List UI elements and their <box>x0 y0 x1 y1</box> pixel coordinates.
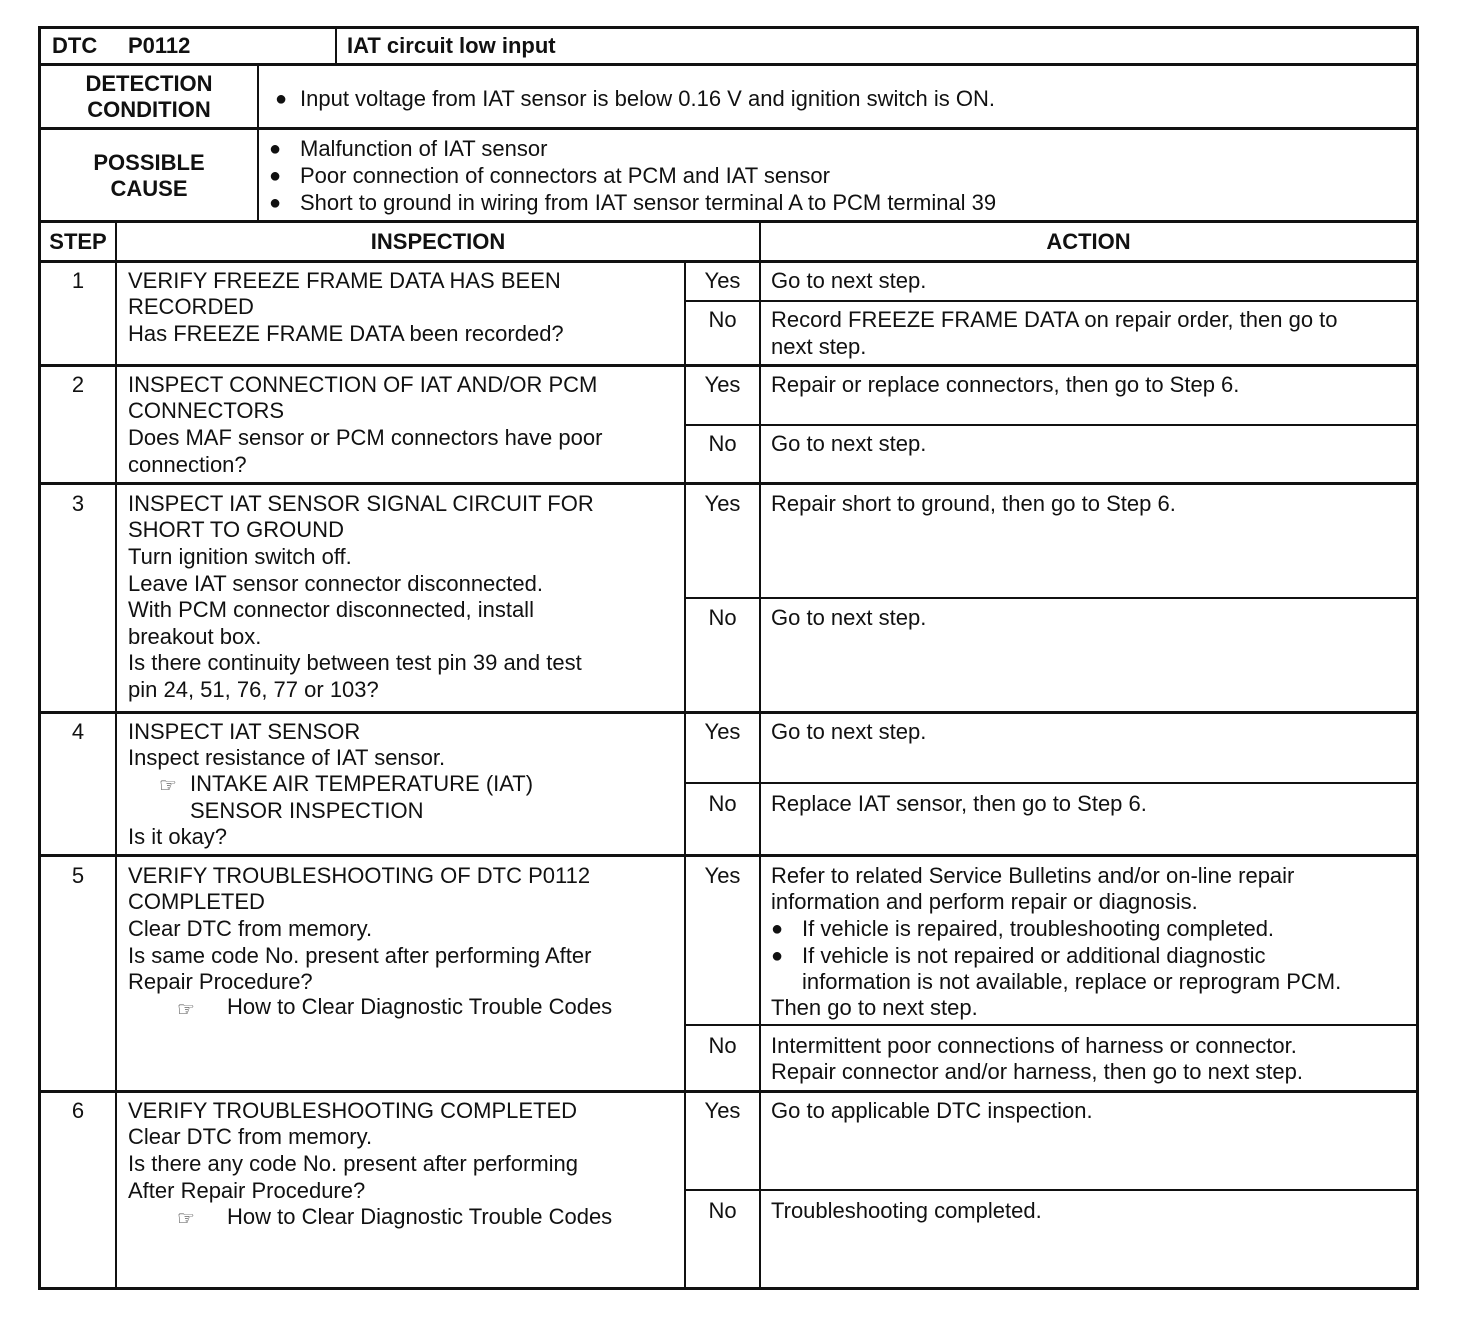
step-1-inspection: Has FREEZE FRAME DATA been recorded? <box>128 321 564 346</box>
cause-bullet: ● <box>269 192 282 214</box>
step-5-inspection: COMPLETED <box>128 889 265 914</box>
step-5-inspection: Repair Procedure? <box>128 969 313 994</box>
pointer-icon: ☞ <box>177 1208 195 1230</box>
no-label: No <box>708 307 737 332</box>
step-2-inspection: CONNECTORS <box>128 398 285 423</box>
step-6-reference: How to Clear Diagnostic Trouble Codes <box>227 1204 613 1229</box>
step-number: 1 <box>71 268 85 293</box>
step-1-inspection: VERIFY FREEZE FRAME DATA HAS BEEN <box>128 268 561 293</box>
dtc-p0112-troubleshooting-table <box>38 26 1419 1290</box>
yes-label: Yes <box>704 491 741 516</box>
split-step-2 <box>684 424 1419 426</box>
no-label: No <box>708 431 737 456</box>
rule-cause <box>38 220 1419 223</box>
col-inspection-header: INSPECTION <box>370 229 506 254</box>
split-step-5 <box>684 1024 1419 1026</box>
yes-label: Yes <box>704 1098 741 1123</box>
no-label: No <box>708 791 737 816</box>
step-6-yes-action: Go to applicable DTC inspection. <box>771 1098 1093 1123</box>
step-1-no-action: next step. <box>771 334 867 359</box>
split-step-3 <box>684 597 1419 599</box>
step-1-yes-action: Go to next step. <box>771 268 927 293</box>
step-5-yes-action: If vehicle is not repaired or additional diagnostic <box>802 943 1266 968</box>
step-2-yes-action: Repair or replace connectors, then go to Step 6. <box>771 372 1240 397</box>
yes-label: Yes <box>704 719 741 744</box>
rule-step-1 <box>38 364 1419 367</box>
split-step-1 <box>684 300 1419 302</box>
step-number: 6 <box>71 1098 85 1123</box>
rule-header <box>38 63 1419 66</box>
step-4-reference: INTAKE AIR TEMPERATURE (IAT) <box>190 771 534 796</box>
col-step-header: STEP <box>49 229 107 254</box>
step-3-inspection: Is there continuity between test pin 39 and test <box>128 650 582 675</box>
detection-bullet: ● <box>275 88 288 110</box>
cause-item: Malfunction of IAT sensor <box>300 136 548 161</box>
step-5-no-action: Intermittent poor connections of harness or connector. <box>771 1033 1297 1058</box>
rule-step-3 <box>38 711 1419 714</box>
pointer-icon: ☞ <box>159 775 177 797</box>
rule-col-header <box>38 260 1419 263</box>
step-3-inspection: With PCM connector disconnected, install <box>128 597 534 622</box>
yes-label: Yes <box>704 863 741 888</box>
action-bullet: ● <box>771 945 784 967</box>
step-number: 3 <box>71 491 85 516</box>
step-2-inspection: INSPECT CONNECTION OF IAT AND/OR PCM <box>128 372 598 397</box>
yes-label: Yes <box>704 268 741 293</box>
step-2-no-action: Go to next step. <box>771 431 927 456</box>
cause-bullet: ● <box>269 138 282 160</box>
step-6-inspection: Clear DTC from memory. <box>128 1124 373 1149</box>
step-3-no-action: Go to next step. <box>771 605 927 630</box>
step-5-yes-action: Refer to related Service Bulletins and/or on-line repair <box>771 863 1295 888</box>
action-bullet: ● <box>771 918 784 940</box>
pointer-icon: ☞ <box>177 999 195 1021</box>
vline-action <box>759 222 761 1289</box>
frame-bottom <box>38 1287 1419 1290</box>
step-number: 2 <box>71 372 85 397</box>
vline-answer <box>684 262 686 1289</box>
step-number: 5 <box>71 863 85 888</box>
step-5-inspection: Clear DTC from memory. <box>128 916 373 941</box>
step-4-no-action: Replace IAT sensor, then go to Step 6. <box>771 791 1147 816</box>
step-4-inspection: INSPECT IAT SENSOR <box>128 719 361 744</box>
no-label: No <box>708 1198 737 1223</box>
dtc-label: DTC <box>52 33 98 58</box>
step-4-yes-action: Go to next step. <box>771 719 927 744</box>
step-4-inspection: Inspect resistance of IAT sensor. <box>128 745 446 770</box>
step-6-inspection: Is there any code No. present after performing <box>128 1151 579 1176</box>
step-5-yes-action: If vehicle is repaired, troubleshooting completed. <box>802 916 1275 941</box>
step-5-no-action: Repair connector and/or harness, then go to next step. <box>771 1059 1303 1084</box>
split-step-4 <box>684 782 1419 784</box>
step-3-inspection: Turn ignition switch off. <box>128 544 352 569</box>
step-2-inspection: connection? <box>128 452 247 477</box>
cause-item: Poor connection of connectors at PCM and IAT sensor <box>300 163 830 188</box>
col-action-header: ACTION <box>1046 229 1131 254</box>
cause-label-line2: CAUSE <box>110 176 188 201</box>
step-3-inspection: SHORT TO GROUND <box>128 517 344 542</box>
step-3-inspection: breakout box. <box>128 624 262 649</box>
detection-label-line2: CONDITION <box>87 97 211 122</box>
step-2-inspection: Does MAF sensor or PCM connectors have poor <box>128 425 603 450</box>
step-1-no-action: Record FREEZE FRAME DATA on repair order, then go to <box>771 307 1338 332</box>
dtc-title: IAT circuit low input <box>347 33 556 58</box>
step-5-yes-action: Then go to next step. <box>771 995 978 1020</box>
rule-step-4 <box>38 854 1419 857</box>
frame-right <box>1416 26 1419 1290</box>
step-5-yes-action: information is not available, replace or reprogram PCM. <box>802 969 1342 994</box>
no-label: No <box>708 1033 737 1058</box>
frame-top <box>38 26 1419 29</box>
vline-label <box>257 64 259 222</box>
cause-bullet: ● <box>269 165 282 187</box>
rule-step-5 <box>38 1090 1419 1093</box>
step-3-inspection: pin 24, 51, 76, 77 or 103? <box>128 677 379 702</box>
step-6-no-action: Troubleshooting completed. <box>771 1198 1042 1223</box>
step-number: 4 <box>71 719 85 744</box>
vline-dtc <box>335 26 337 65</box>
step-5-reference: How to Clear Diagnostic Trouble Codes <box>227 994 613 1019</box>
rule-step-2 <box>38 482 1419 485</box>
step-4-reference: SENSOR INSPECTION <box>190 798 424 823</box>
yes-label: Yes <box>704 372 741 397</box>
split-step-6 <box>684 1189 1419 1191</box>
step-5-inspection: Is same code No. present after performing After <box>128 943 592 968</box>
detection-label-line1: DETECTION <box>85 71 213 96</box>
cause-item: Short to ground in wiring from IAT sensor terminal A to PCM terminal 39 <box>300 190 997 215</box>
step-5-yes-action: information and perform repair or diagnosis. <box>771 889 1198 914</box>
no-label: No <box>708 605 737 630</box>
step-4-inspection: Is it okay? <box>128 824 228 849</box>
step-1-inspection: RECORDED <box>128 294 254 319</box>
step-3-inspection: Leave IAT sensor connector disconnected. <box>128 571 543 596</box>
dtc-code: P0112 <box>128 33 191 58</box>
step-3-yes-action: Repair short to ground, then go to Step 6. <box>771 491 1176 516</box>
step-5-inspection: VERIFY TROUBLESHOOTING OF DTC P0112 <box>128 863 591 888</box>
detection-item: Input voltage from IAT sensor is below 0.16 V and ignition switch is ON. <box>300 86 995 111</box>
vline-step <box>115 222 117 1289</box>
step-6-inspection: VERIFY TROUBLESHOOTING COMPLETED <box>128 1098 578 1123</box>
step-3-inspection: INSPECT IAT SENSOR SIGNAL CIRCUIT FOR <box>128 491 594 516</box>
step-6-inspection: After Repair Procedure? <box>128 1178 366 1203</box>
cause-label-line1: POSSIBLE <box>93 150 205 175</box>
rule-detection <box>38 127 1419 130</box>
